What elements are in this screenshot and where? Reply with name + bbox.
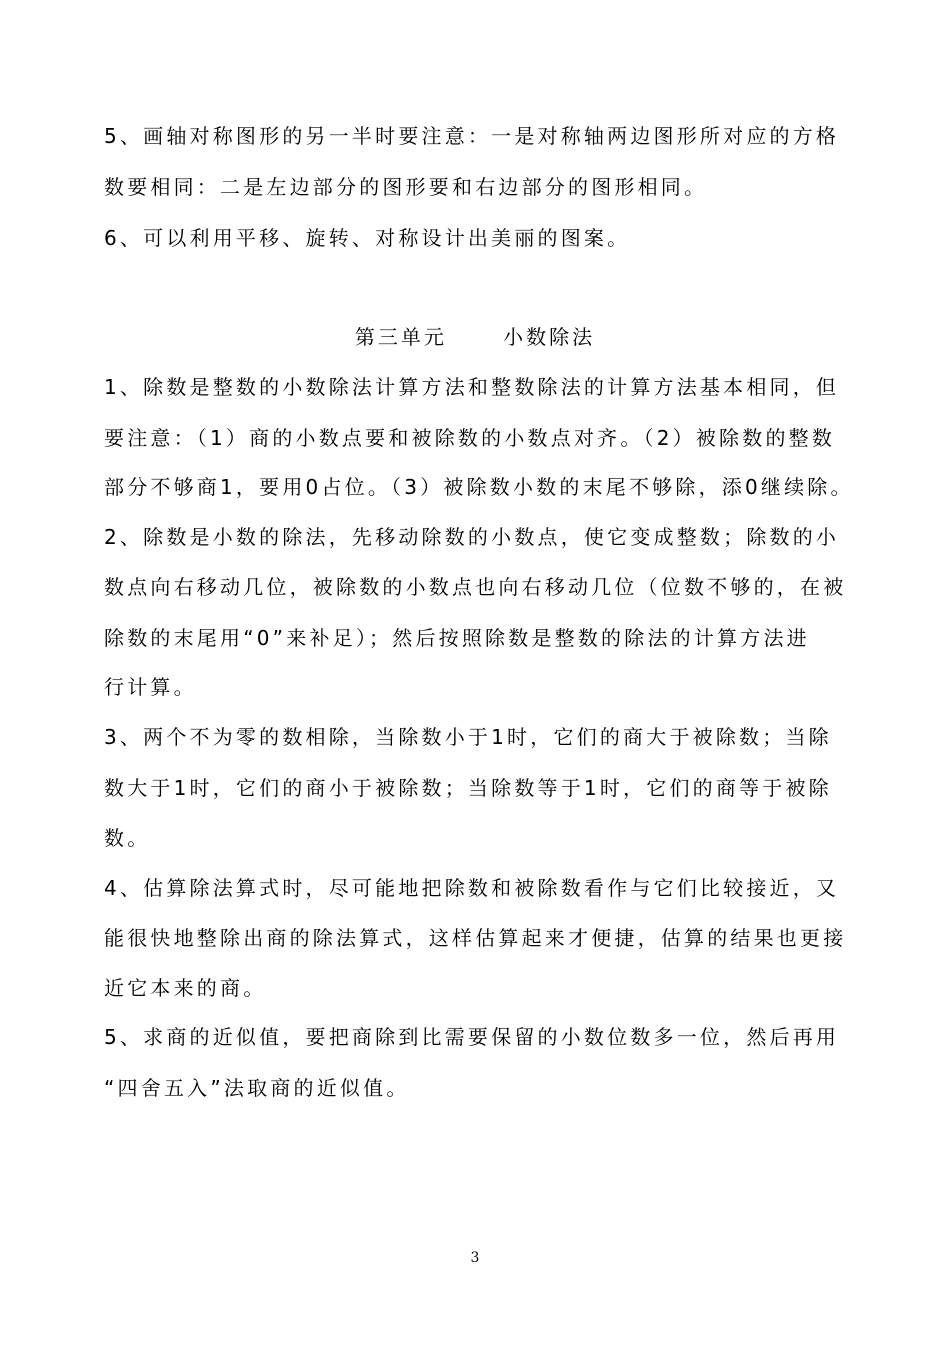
text-line: 行计算。 [104, 675, 197, 699]
text-line: 数大于1时，它们的商小于被除数；当除数等于1时，它们的商等于被除 [104, 776, 832, 800]
text-line: 近它本来的商。 [104, 976, 267, 1000]
text-line: 3、两个不为零的数相除，当除数小于1时，它们的商大于被除数；当除 [104, 725, 832, 749]
text-line: 1、除数是整数的小数除法计算方法和整数除法的计算方法基本相同，但 [104, 375, 840, 399]
text-line: 部分不够商1，要用0占位。（3）被除数小数的末尾不够除，添0继续除。 [104, 475, 854, 499]
section-title: 第三单元 小数除法 [354, 325, 596, 349]
text-line: 数点向右移动几位，被除数的小数点也向右移动几位（位数不够的，在被 [104, 575, 847, 599]
text-line: 数。 [104, 826, 151, 850]
text-line: 要注意：（1）商的小数点要和被除数的小数点对齐。（2）被除数的整数 [104, 426, 836, 450]
text-line: 4、估算除法算式时，尽可能地把除数和被除数看作与它们比较接近，又 [104, 876, 840, 900]
text-line: 能很快地整除出商的除法算式，这样估算起来才便捷，估算的结果也更接 [104, 926, 847, 950]
text-line: 除数的末尾用“0”来补足）；然后按照除数是整数的除法的计算方法进 [104, 626, 810, 650]
text-line: 6、可以利用平移、旋转、对称设计出美丽的图案。 [104, 226, 631, 250]
text-line: 5、求商的近似值，要把商除到比需要保留的小数位数多一位，然后再用 [104, 1025, 840, 1049]
text-line: 5、画轴对称图形的另一半时要注意：一是对称轴两边图形所对应的方格 [104, 124, 840, 148]
text-line: “四舍五入”法取商的近似值。 [104, 1076, 410, 1100]
text-line: 2、除数是小数的除法，先移动除数的小数点，使它变成整数；除数的小 [104, 525, 840, 549]
page-number: 3 [470, 1250, 480, 1266]
text-line: 数要相同：二是左边部分的图形要和右边部分的图形相同。 [104, 175, 708, 199]
